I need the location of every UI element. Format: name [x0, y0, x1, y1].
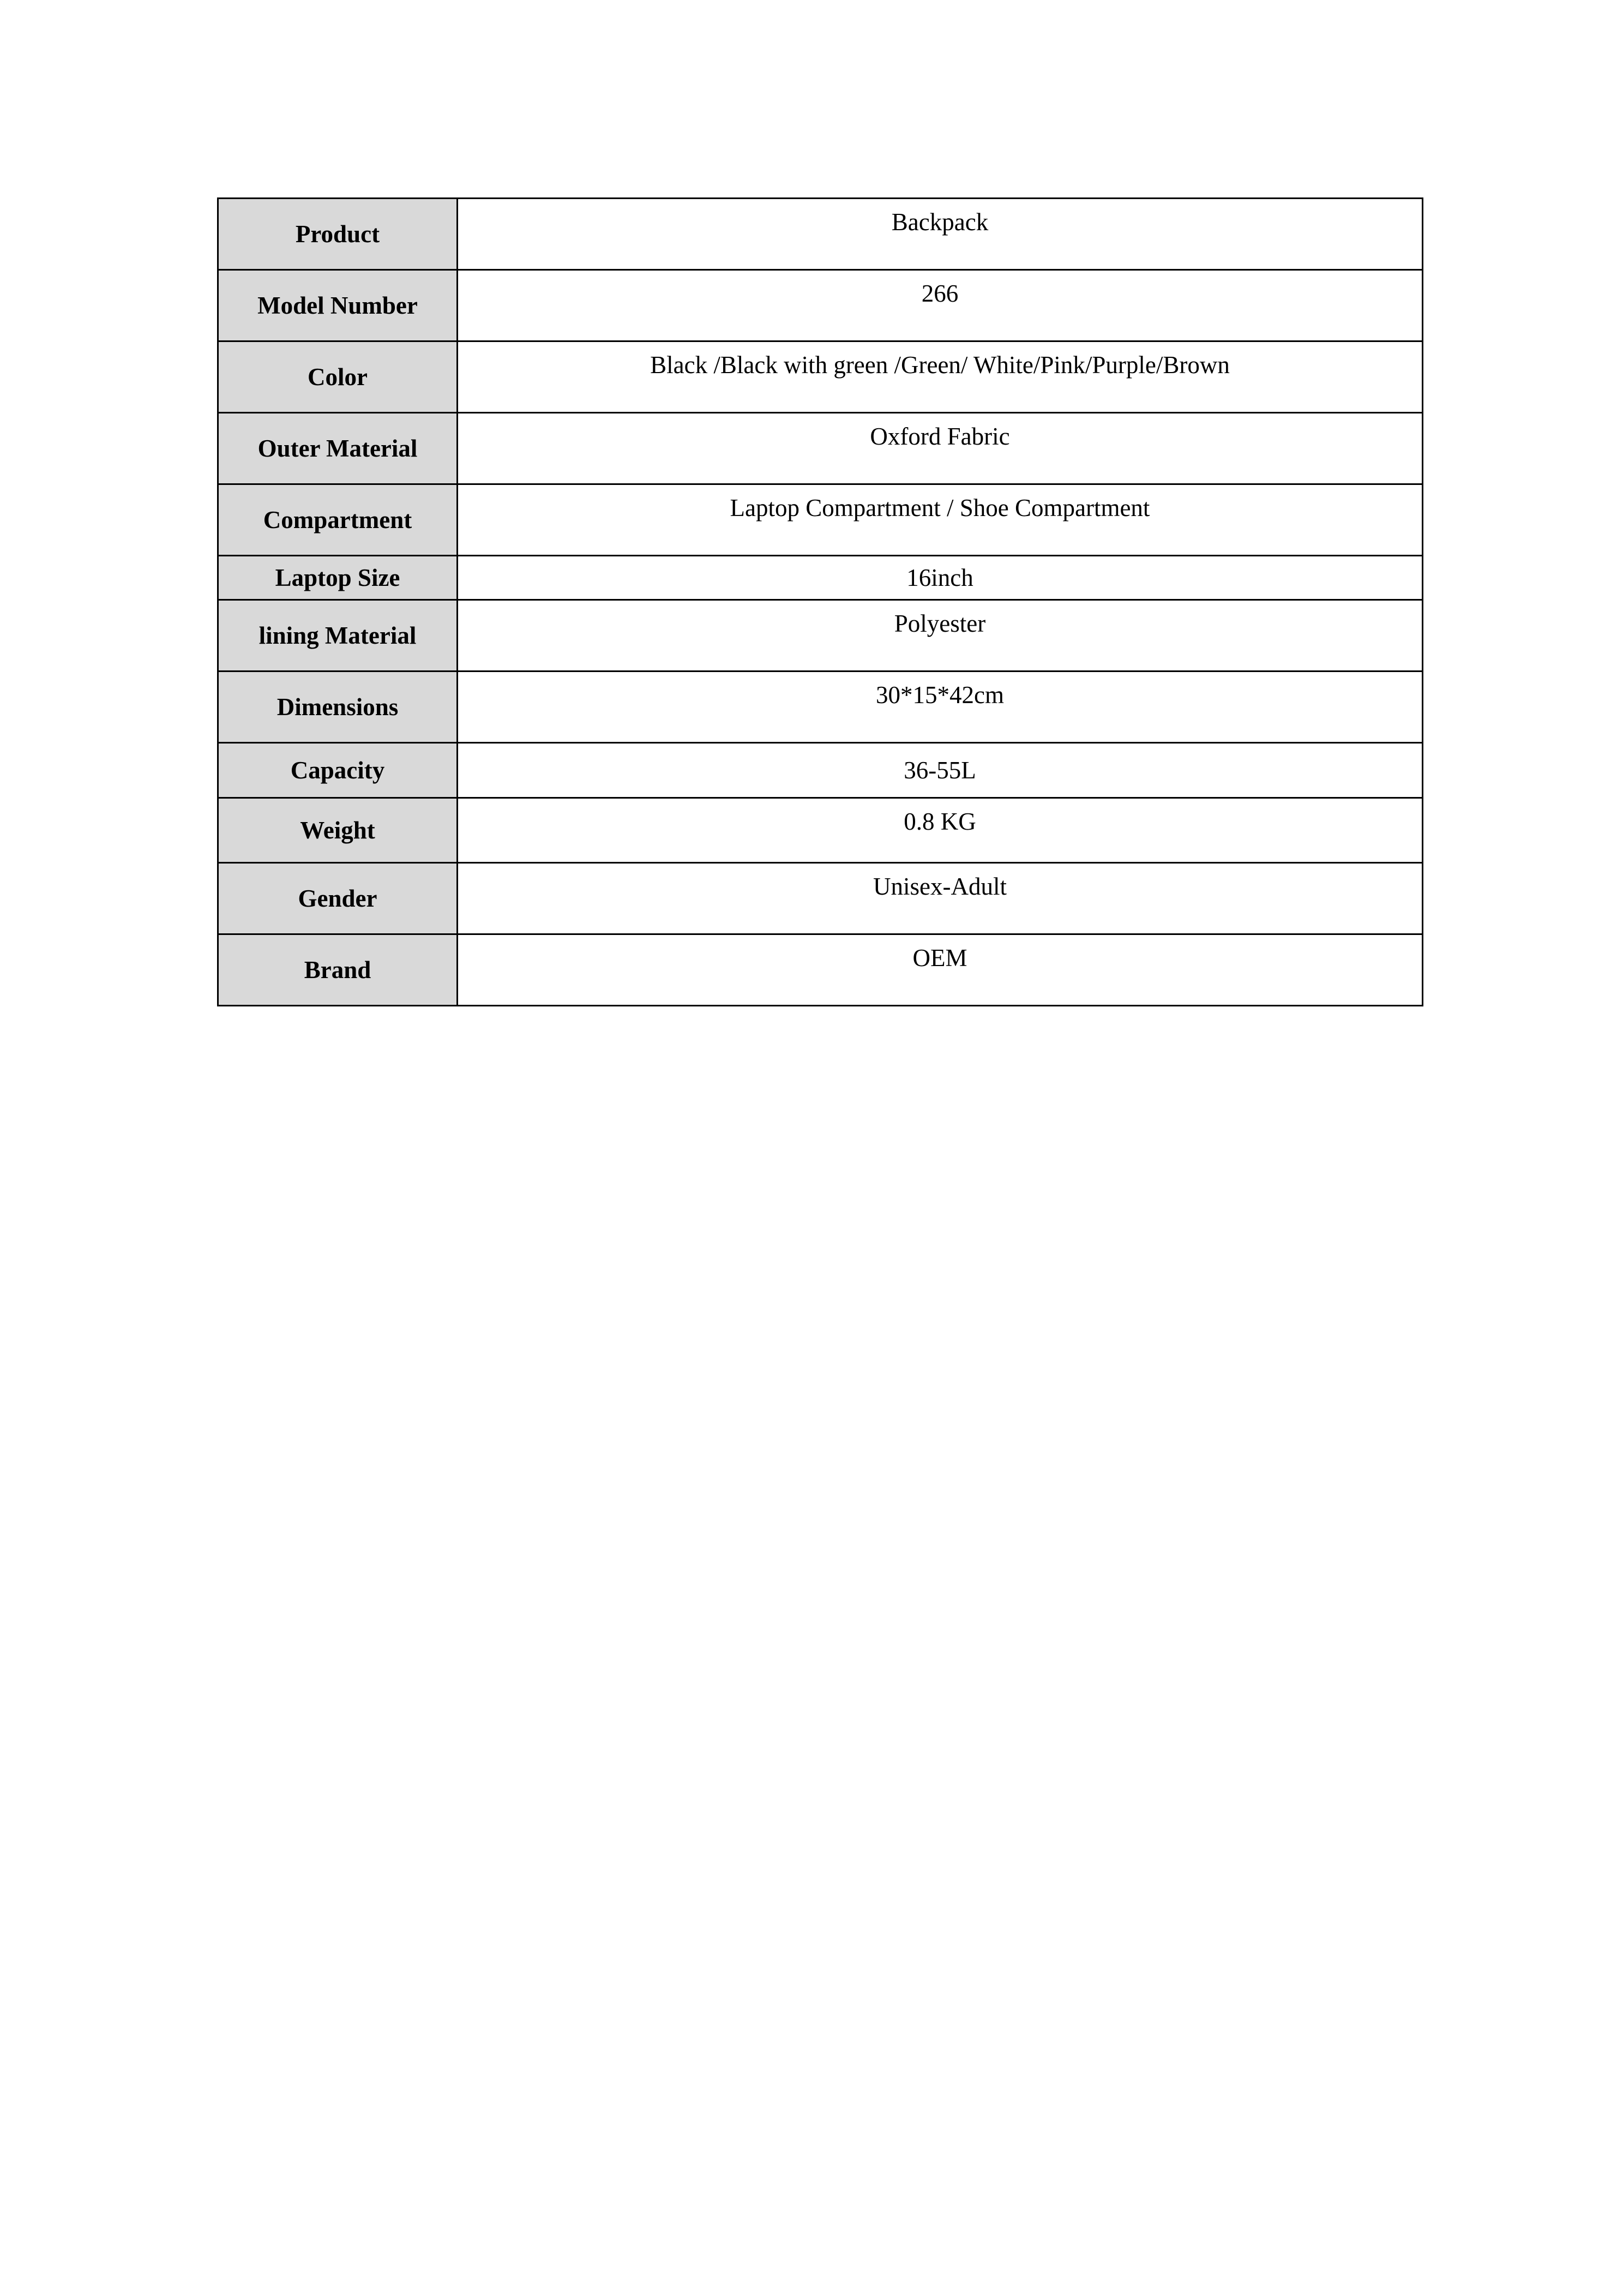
spec-label: Outer Material: [218, 413, 458, 484]
product-spec-table: [217, 197, 1423, 1006]
spec-label: Weight: [218, 798, 458, 863]
table-row: [218, 672, 1423, 743]
spec-label: Laptop Size: [218, 556, 458, 600]
table-row: [218, 863, 1423, 934]
spec-value: 0.8 KG: [458, 798, 1423, 863]
spec-label: lining Material: [218, 600, 458, 672]
table-row: [218, 600, 1423, 672]
spec-value: Polyester: [458, 600, 1423, 672]
table-row: [218, 934, 1423, 1006]
table-row: [218, 199, 1423, 270]
table-row: [218, 484, 1423, 556]
table-row: [218, 413, 1423, 484]
spec-value: Oxford Fabric: [458, 413, 1423, 484]
table-row: [218, 341, 1423, 413]
spec-value: 16inch: [458, 556, 1423, 600]
spec-label: Brand: [218, 934, 458, 1006]
spec-label: Dimensions: [218, 672, 458, 743]
spec-label: Product: [218, 199, 458, 270]
spec-value: Laptop Compartment / Shoe Compartment: [458, 484, 1423, 556]
table-row: [218, 798, 1423, 863]
spec-value: 30*15*42cm: [458, 672, 1423, 743]
spec-value: Unisex-Adult: [458, 863, 1423, 934]
spec-value: 266: [458, 270, 1423, 341]
spec-label: Model Number: [218, 270, 458, 341]
spec-label: Color: [218, 341, 458, 413]
spec-value: Backpack: [458, 199, 1423, 270]
spec-label: Capacity: [218, 743, 458, 798]
spec-value: Black /Black with green /Green/ White/Pink/Purple/Brown: [458, 341, 1423, 413]
table-row: [218, 556, 1423, 600]
spec-value: 36-55L: [458, 743, 1423, 798]
spec-label: Gender: [218, 863, 458, 934]
spec-label: Compartment: [218, 484, 458, 556]
spec-value: OEM: [458, 934, 1423, 1006]
table-row: [218, 743, 1423, 798]
table-row: [218, 270, 1423, 341]
